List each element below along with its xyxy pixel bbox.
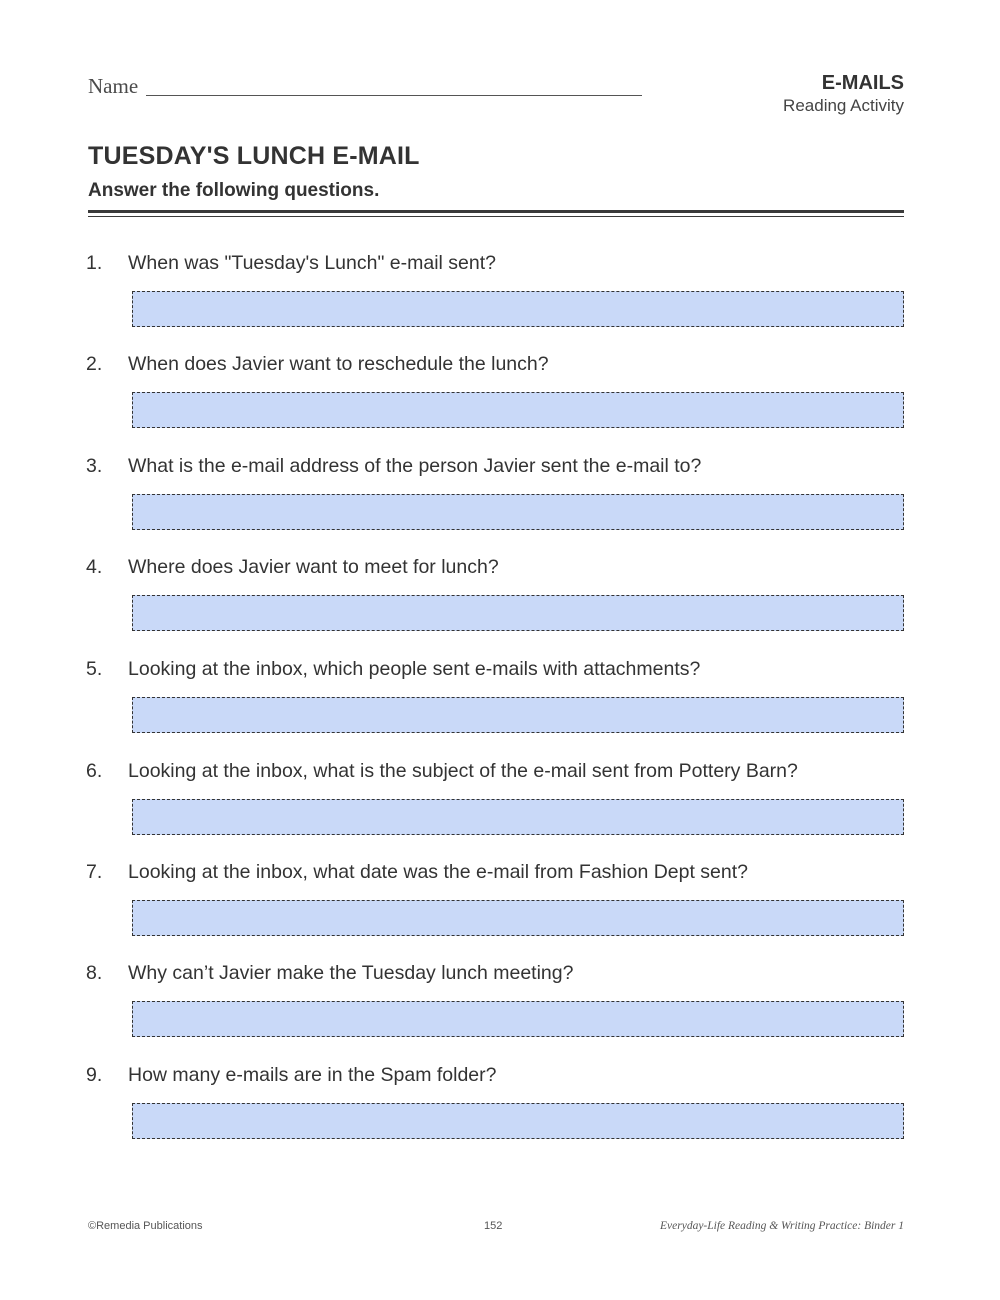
question-number: 8. — [86, 962, 103, 984]
footer-publisher: ©Remedia Publications — [88, 1220, 203, 1232]
question-4 — [86, 555, 916, 631]
answer-field-6[interactable] — [132, 799, 904, 835]
question-text: When was "Tuesday's Lunch" e-mail sent? — [128, 252, 497, 274]
question-text: Looking at the inbox, which people sent e-mails with attachments? — [128, 658, 701, 680]
question-number: 5. — [86, 658, 103, 680]
unit-heading — [783, 71, 904, 117]
question-number: 9. — [86, 1064, 103, 1086]
question-7 — [86, 860, 916, 936]
page-title: TUESDAY'S LUNCH E-MAIL — [88, 142, 420, 170]
answer-field-3[interactable] — [132, 494, 904, 530]
answer-field-4[interactable] — [132, 595, 904, 631]
question-number: 2. — [86, 353, 103, 375]
question-number: 7. — [86, 861, 103, 883]
question-number: 1. — [86, 252, 103, 274]
unit-title: E-MAILS — [821, 72, 904, 94]
question-3 — [86, 454, 916, 530]
answer-field-1[interactable] — [132, 291, 904, 327]
question-number: 3. — [86, 455, 103, 477]
question-number: 4. — [86, 556, 103, 578]
question-text: When does Javier want to reschedule the lunch? — [128, 353, 549, 375]
question-number: 6. — [86, 760, 103, 782]
question-text: How many e-mails are in the Spam folder? — [128, 1064, 497, 1086]
answer-field-2[interactable] — [132, 392, 904, 428]
unit-subtitle: Reading Activity — [783, 96, 904, 115]
name-label: Name — [88, 74, 139, 98]
question-text: Looking at the inbox, what date was the e-mail from Fashion Dept sent? — [128, 861, 749, 883]
answer-field-7[interactable] — [132, 900, 904, 936]
question-text: Where does Javier want to meet for lunch? — [128, 556, 499, 578]
question-8 — [86, 961, 916, 1037]
instructions: Answer the following questions. — [88, 180, 380, 201]
header-divider-thin — [88, 216, 904, 217]
name-field-block — [88, 74, 642, 98]
question-text: Looking at the inbox, what is the subject of the e-mail sent from Pottery Barn? — [128, 760, 798, 782]
name-write-line[interactable] — [146, 95, 642, 96]
question-2 — [86, 352, 916, 428]
footer-page-number: 152 — [484, 1220, 503, 1232]
question-5 — [86, 657, 916, 733]
question-1 — [86, 251, 916, 327]
answer-field-5[interactable] — [132, 697, 904, 733]
answer-field-9[interactable] — [132, 1103, 904, 1139]
question-text: Why can’t Javier make the Tuesday lunch meeting? — [128, 962, 574, 984]
footer-book-title: Everyday-Life Reading & Writing Practice: Binder 1 — [660, 1220, 904, 1232]
question-6 — [86, 759, 916, 835]
header-divider-thick — [88, 210, 904, 213]
question-9 — [86, 1063, 916, 1139]
answer-field-8[interactable] — [132, 1001, 904, 1037]
question-text: What is the e-mail address of the person Javier sent the e-mail to? — [128, 455, 702, 477]
